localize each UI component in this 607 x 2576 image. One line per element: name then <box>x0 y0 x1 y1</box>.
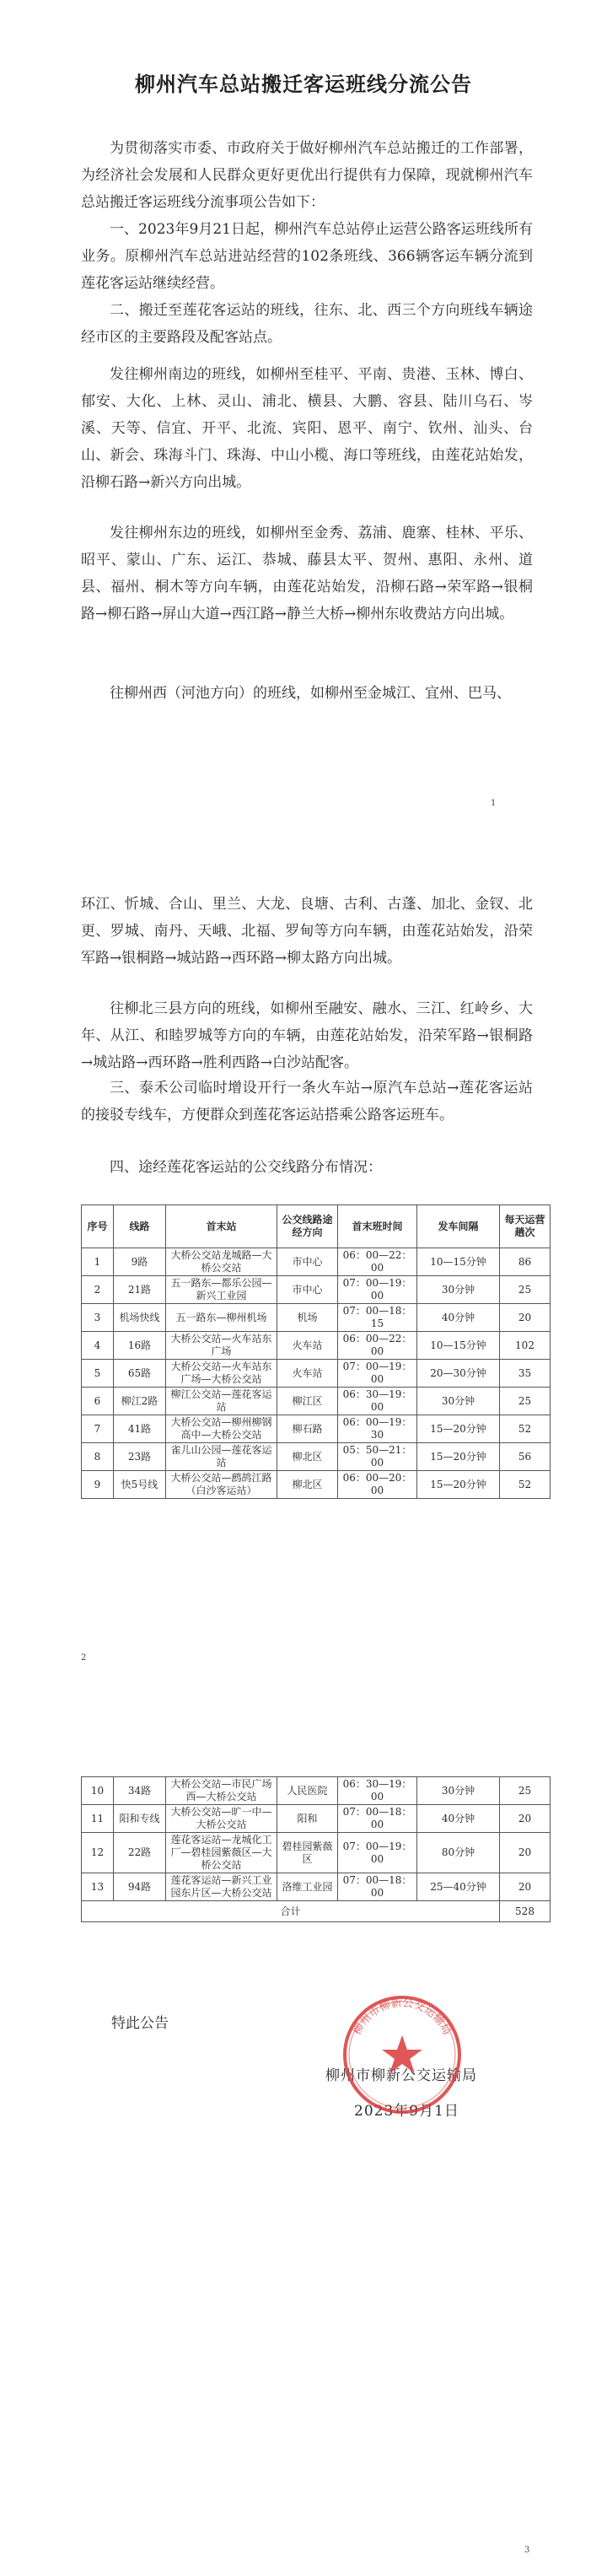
north-routes-paragraph: 往柳北三县方向的班线，如柳州至融安、融水、三江、红岭乡、大年、从江、和睦罗城等方向的车辆，由莲花站始发，沿荣军路→银桐路→城站路→西环路→胜利西路→白沙站配客。 <box>81 1000 533 1071</box>
header-direction: 公交线路途经方向 <box>277 1205 338 1248</box>
row-route: 机场快线 <box>114 1304 166 1332</box>
row-direction: 市中心 <box>277 1248 338 1276</box>
page-number: 2 <box>81 1653 87 1663</box>
table-row <box>82 1415 551 1443</box>
section-1-paragraph: 一、2023年9月21日起，柳州汽车总站停止运营公路客运班线所有业务。原柳州汽车总站进站经营的102条班线、366辆客运车辆分流到莲花客运站继续经营。 <box>81 221 533 292</box>
row-daily-trips: 52 <box>500 1471 551 1499</box>
row-terminals: 大桥公交站龙城路—大桥公交站 <box>166 1248 277 1276</box>
signature-date: 2023年9月1日 <box>354 2103 459 2120</box>
table-header-row <box>82 1205 551 1248</box>
table-row <box>82 1304 551 1332</box>
row-index: 2 <box>82 1276 114 1304</box>
table-row <box>82 1332 551 1360</box>
row-route: 23路 <box>114 1443 166 1471</box>
row-terminals: 大桥公交站—火车站东广场 <box>166 1332 277 1360</box>
row-service-hours: 06：30—19：00 <box>338 1388 417 1415</box>
row-route: 21路 <box>114 1276 166 1304</box>
seal-text: 柳州市柳新公交运输局 <box>351 1997 454 2038</box>
west-routes-paragraph-cont: 环江、忻城、合山、里兰、大龙、良塘、古利、古蓬、加北、金钗、北更、罗城、南丹、天峨、北福、罗甸等方向车辆，由莲花站始发，沿荣军路→银桐路→城站路→西环路→柳太路方向出城。 <box>81 896 533 967</box>
table-row <box>82 1443 551 1471</box>
row-terminals: 五一路东—都乐公园—新兴工业园 <box>166 1276 277 1304</box>
row-daily-trips: 52 <box>500 1415 551 1443</box>
row-terminals: 莲花客运站—龙城化工厂—碧桂园紫薇区—大桥公交站 <box>166 1833 277 1873</box>
row-route: 34路 <box>114 1777 166 1805</box>
west-routes-paragraph-start: 往柳州西（河池方向）的班线，如柳州至金城江、宜州、巴马、 <box>110 685 511 702</box>
row-terminals: 大桥公交站—火车站东广场—大桥公交站 <box>166 1360 277 1388</box>
row-route: 阳和专线 <box>114 1805 166 1833</box>
section-4-heading: 四、途经莲花客运站的公交线路分布情况： <box>110 1159 382 1176</box>
row-route: 快5号线 <box>114 1471 166 1499</box>
row-service-hours: 06：00—20：00 <box>338 1471 417 1499</box>
row-index: 3 <box>82 1304 114 1332</box>
row-terminals: 柳江公交站—莲花客运站 <box>166 1388 277 1415</box>
row-direction: 柳北区 <box>277 1471 338 1499</box>
document-page-2 <box>0 852 607 1704</box>
row-daily-trips: 25 <box>500 1388 551 1415</box>
row-interval: 30分钟 <box>417 1777 500 1805</box>
row-index: 7 <box>82 1415 114 1443</box>
row-interval: 25—40分钟 <box>417 1873 500 1901</box>
row-interval: 15—20分钟 <box>417 1471 500 1499</box>
official-seal-icon <box>339 1991 465 2118</box>
page-number: 3 <box>524 2546 530 2555</box>
row-service-hours: 06：00—22：00 <box>338 1248 417 1276</box>
row-interval: 40分钟 <box>417 1805 500 1833</box>
row-direction: 市中心 <box>277 1276 338 1304</box>
row-index: 11 <box>82 1805 114 1833</box>
row-direction: 火车站 <box>277 1332 338 1360</box>
row-terminals: 大桥公交站—鹧鸪江路（白沙客运站） <box>166 1471 277 1499</box>
section-3-paragraph: 三、泰禾公司临时增设开行一条火车站→原汽车总站→莲花客运站的接驳专线车，方便群众到莲花客运站搭乘公路客运班车。 <box>81 1080 533 1124</box>
row-interval: 30分钟 <box>417 1276 500 1304</box>
row-terminals: 大桥公交站—柳州柳钢高中—大桥公交站 <box>166 1415 277 1443</box>
row-service-hours: 07：00—19：00 <box>338 1360 417 1388</box>
row-direction: 机场 <box>277 1304 338 1332</box>
row-terminals: 大桥公交站—市民广场西—大桥公交站 <box>166 1777 277 1805</box>
header-route: 线路 <box>114 1205 166 1248</box>
row-index: 13 <box>82 1873 114 1901</box>
row-index: 12 <box>82 1833 114 1873</box>
section-2-paragraph: 二、搬迁至莲花客运站的班线，往东、北、西三个方向班线车辆途经市区的主要路段及配客站点。 <box>81 302 533 346</box>
table-row <box>82 1248 551 1276</box>
document-page-1 <box>0 0 607 852</box>
row-daily-trips: 25 <box>500 1276 551 1304</box>
row-index: 9 <box>82 1471 114 1499</box>
row-interval: 40分钟 <box>417 1304 500 1332</box>
bus-routes-table-part-1 <box>81 1204 551 1499</box>
row-direction: 碧桂园紫薇区 <box>277 1833 338 1873</box>
row-daily-trips: 56 <box>500 1443 551 1471</box>
row-interval: 30分钟 <box>417 1388 500 1415</box>
east-routes-paragraph: 发往柳州东边的班线，如柳州至金秀、荔浦、鹿寨、桂林、平乐、昭平、蒙山、广东、运江、恭城、藤县太平、贺州、惠阳、永州、道县、福州、桐木等方向车辆，由莲花站始发，沿柳石路→荣军路→银桐路→柳石路→屏山大道→西江路→静兰大桥→柳州东收费站方向出城。 <box>81 525 533 622</box>
row-service-hours: 06：30—19：00 <box>338 1777 417 1805</box>
header-index: 序号 <box>82 1205 114 1248</box>
row-route: 22路 <box>114 1833 166 1873</box>
document-page-3 <box>0 1704 607 2576</box>
header-daily-trips: 每天运营趟次 <box>500 1205 551 1248</box>
row-route: 柳江2路 <box>114 1388 166 1415</box>
row-index: 10 <box>82 1777 114 1805</box>
row-daily-trips: 20 <box>500 1304 551 1332</box>
header-terminals: 首末站 <box>166 1205 277 1248</box>
row-daily-trips: 25 <box>500 1777 551 1805</box>
row-direction: 柳北区 <box>277 1443 338 1471</box>
row-route: 41路 <box>114 1415 166 1443</box>
header-service-hours: 首末班时间 <box>338 1205 417 1248</box>
row-service-hours: 05：50—21：00 <box>338 1443 417 1471</box>
row-service-hours: 07：00—18：00 <box>338 1805 417 1833</box>
row-interval: 15—20分钟 <box>417 1443 500 1471</box>
row-route: 9路 <box>114 1248 166 1276</box>
row-daily-trips: 86 <box>500 1248 551 1276</box>
row-terminals: 莲花客运站—新兴工业园东片区—大桥公交站 <box>166 1873 277 1901</box>
row-index: 8 <box>82 1443 114 1471</box>
row-interval: 10—15分钟 <box>417 1248 500 1276</box>
row-direction: 柳石路 <box>277 1415 338 1443</box>
table-row <box>82 1360 551 1388</box>
row-daily-trips: 20 <box>500 1873 551 1901</box>
table-row <box>82 1276 551 1304</box>
table-row <box>82 1388 551 1415</box>
row-service-hours: 06：00—22：00 <box>338 1332 417 1360</box>
row-direction: 阳和 <box>277 1805 338 1833</box>
row-service-hours: 07：00—19：00 <box>338 1833 417 1873</box>
header-interval: 发车间隔 <box>417 1205 500 1248</box>
table-row <box>82 1777 551 1805</box>
row-index: 4 <box>82 1332 114 1360</box>
row-terminals: 雀儿山公园—莲花客运站 <box>166 1443 277 1471</box>
page-number: 1 <box>491 799 497 808</box>
row-daily-trips: 20 <box>500 1805 551 1833</box>
row-index: 6 <box>82 1388 114 1415</box>
row-direction: 火车站 <box>277 1360 338 1388</box>
row-interval: 80分钟 <box>417 1833 500 1873</box>
table-row <box>82 1805 551 1833</box>
row-interval: 10—15分钟 <box>417 1332 500 1360</box>
row-interval: 20—30分钟 <box>417 1360 500 1388</box>
row-index: 5 <box>82 1360 114 1388</box>
row-direction: 柳江区 <box>277 1388 338 1415</box>
row-service-hours: 07：00—19：00 <box>338 1276 417 1304</box>
row-service-hours: 06：00—19：30 <box>338 1415 417 1443</box>
row-service-hours: 07：00—18：00 <box>338 1873 417 1901</box>
svg-text:柳州市柳新公交运输局 <box>351 1997 454 2037</box>
intro-paragraph: 为贯彻落实市委、市政府关于做好柳州汽车总站搬迁的工作部署，为经济社会发展和人民群众更好更优出行提供有力保障，现就柳州汽车总站搬迁客运班线分流事项公告如下： <box>81 140 533 211</box>
row-terminals: 大桥公交站—旷一中—大桥公交站 <box>166 1805 277 1833</box>
row-interval: 15—20分钟 <box>417 1415 500 1443</box>
row-route: 16路 <box>114 1332 166 1360</box>
total-label: 合计 <box>82 1901 500 1922</box>
closing-text: 特此公告 <box>111 2015 169 2032</box>
table-row <box>82 1833 551 1873</box>
row-service-hours: 07：00—18：15 <box>338 1304 417 1332</box>
table-row <box>82 1873 551 1901</box>
south-routes-paragraph: 发往柳州南边的班线，如柳州至桂平、平南、贵港、玉林、博白、郁安、大化、上林、灵山、浦北、横县、大鹏、容县、陆川乌石、岑溪、天等、信宜、开平、北流、宾阳、恩平、南宁、钦州、汕头、台山、新会、珠海斗门、珠海、中山小榄、海口等班线，由莲花站始发，沿柳石路→新兴方向出城。 <box>81 366 533 491</box>
total-value: 528 <box>500 1901 551 1922</box>
page-title: 柳州汽车总站搬迁客运班线分流公告 <box>135 72 472 96</box>
row-daily-trips: 20 <box>500 1833 551 1873</box>
row-direction: 人民医院 <box>277 1777 338 1805</box>
table-total-row <box>82 1901 551 1922</box>
row-daily-trips: 35 <box>500 1360 551 1388</box>
row-terminals: 五一路东—柳州机场 <box>166 1304 277 1332</box>
row-direction: 洛维工业园 <box>277 1873 338 1901</box>
table-row <box>82 1471 551 1499</box>
row-daily-trips: 102 <box>500 1332 551 1360</box>
row-index: 1 <box>82 1248 114 1276</box>
row-route: 94路 <box>114 1873 166 1901</box>
row-route: 65路 <box>114 1360 166 1388</box>
bus-routes-table-part-2 <box>81 1776 551 1922</box>
signature-organization: 柳州市柳新公交运输局 <box>325 2067 477 2084</box>
